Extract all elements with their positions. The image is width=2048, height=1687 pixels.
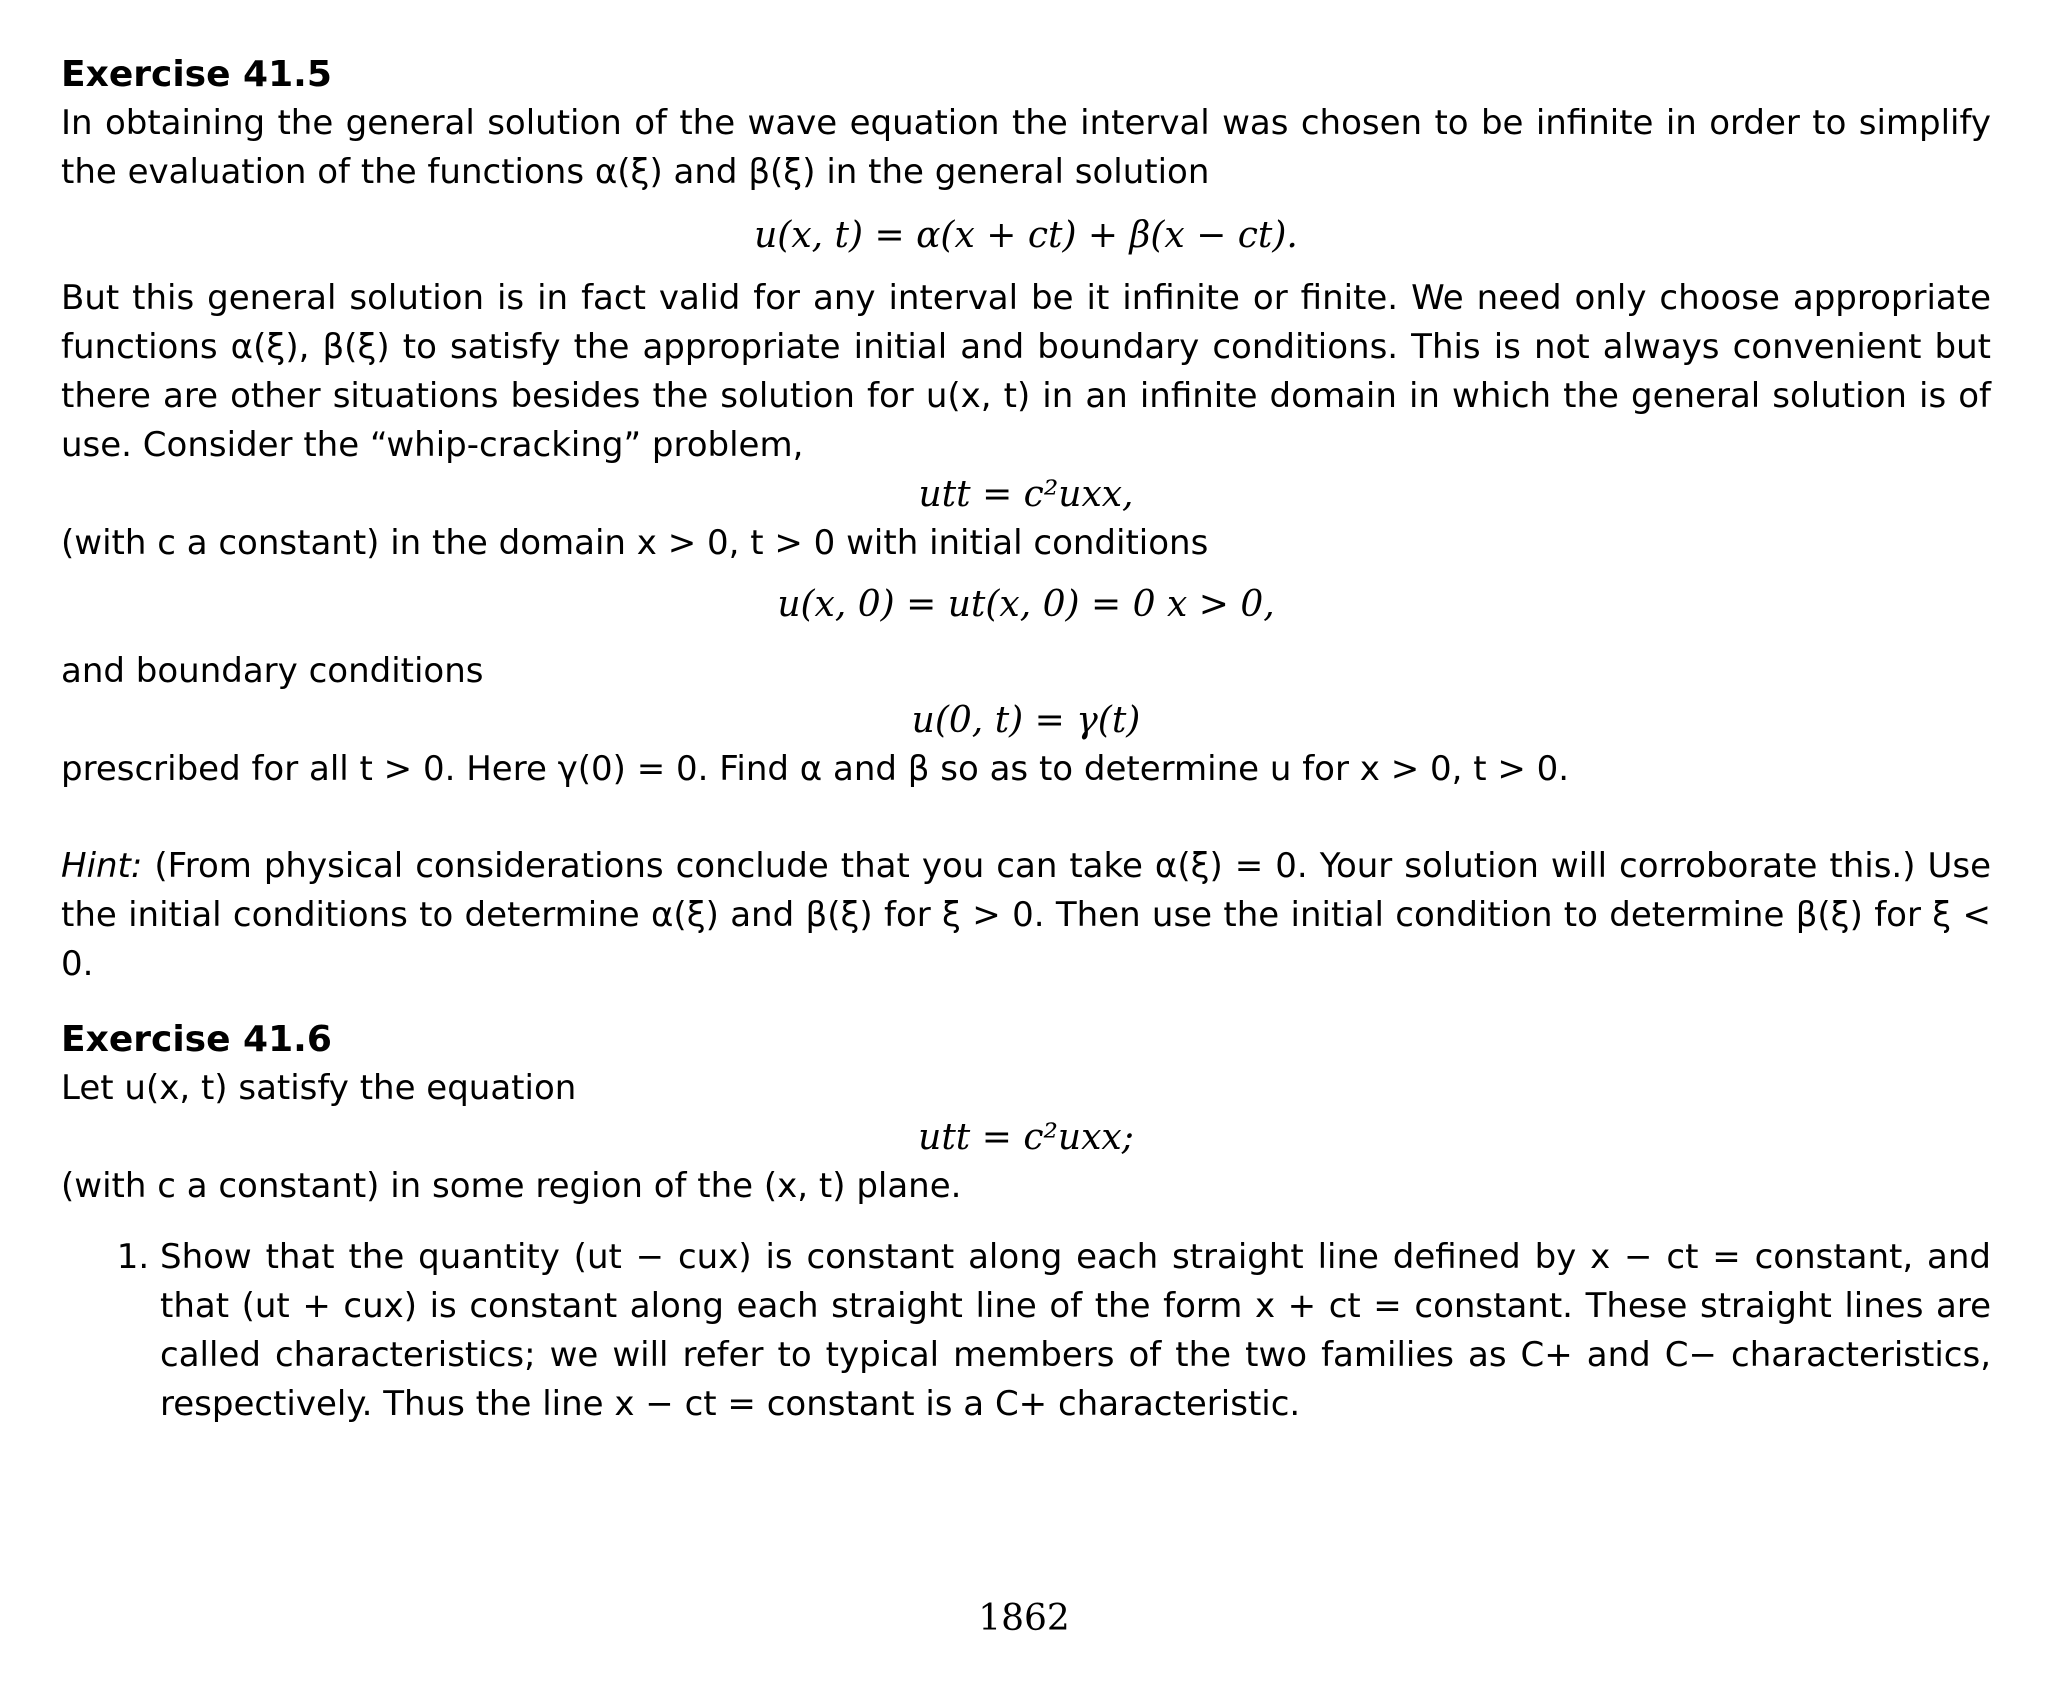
exercise-41-6-paragraph-1: Let u(x, t) satisfy the equation [61,1068,577,1108]
exercise-41-5-title: Exercise 41.5 [61,54,332,95]
exercise-41-5-paragraph-5: prescribed for all t > 0. Here γ(0) = 0. Find α and β so as to determine u for x > 0, t > 0. [61,749,1570,789]
equation-wave-2: utt = c²uxx; [918,1117,1134,1158]
exercise-41-6-title: Exercise 41.6 [61,1019,332,1060]
equation-initial-conditions: u(x, 0) = ut(x, 0) = 0 x > 0, [777,584,1275,625]
hint-label: Hint: [61,846,143,886]
page-content [61,50,1991,1429]
exercise-41-5-hint [61,842,1991,989]
exercise-41-6-paragraph-2: (with c a constant) in some region of the (x, t) plane. [61,1166,962,1206]
exercise-41-5-paragraph-1: In obtaining the general solution of the wave equation the interval was chosen to be infinite in order to simplify the evaluation of the functions α(ξ) and β(ξ) in the general solution [61,103,1991,192]
equation-boundary-condition: u(0, t) = γ(t) [911,700,1141,741]
page-number: 1862 [978,1598,1070,1639]
exercise-41-6-list [61,1233,1991,1429]
exercise-41-5-paragraph-2: But this general solution is in fact valid for any interval be it infinite or finite. We need only choose appropriate functions α(ξ), β(ξ) to satisfy the appropriate initial and boundary conditions. This is not always convenient but there are other situations besides the solution for u(x, t) in an infinite domain in which the general solution is of use. Consider the “whip-cracking” problem, [61,278,1991,465]
hint-text: (From physical considerations conclude that you can take α(ξ) = 0. Your solution will corroborate this.) Use the initial conditions to determine α(ξ) and β(ξ) for ξ > 0. Then use the initial condition to determine β(ξ) for ξ < 0. [61,846,1991,984]
list-item: 1. Show that the quantity (ut − cux) is constant along each straight line defined by x − ct = constant, and that (ut + cux) is constant along each straight line of the form x + ct = constant. These straight lines are called characteristics; we will refer to typical members of the two families as C+ and C− characteristics, respectively. Thus the line x − ct = constant is a C+ characteristic. [160,1233,1991,1429]
exercise-41-5-paragraph-4: and boundary conditions [61,651,484,691]
equation-wave: utt = c²uxx, [918,474,1134,515]
equation-general-solution: u(x, t) = α(x + ct) + β(x − ct). [754,215,1298,256]
exercise-41-5-paragraph-3: (with c a constant) in the domain x > 0, t > 0 with initial conditions [61,523,1209,563]
